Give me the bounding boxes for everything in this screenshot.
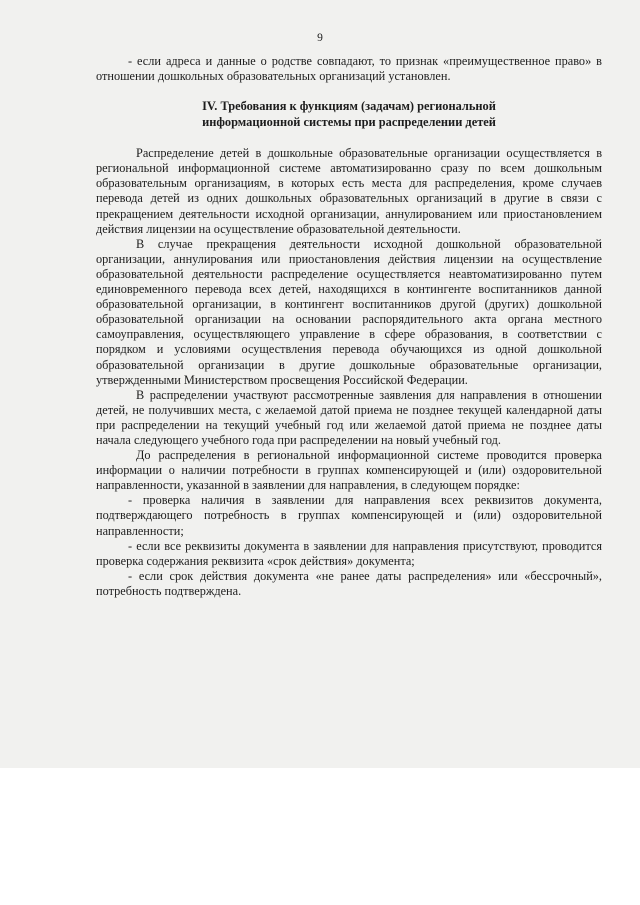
section-heading [96, 99, 602, 130]
dash-item-requisites: - проверка наличия в заявлении для направления всех реквизитов документа, подтверждающего потребность в группах компенсирующей и (или) оздоровительной направленности; [96, 493, 602, 538]
page-number: 9 [317, 32, 323, 44]
dash-item-confirmed: - если срок действия документа «не ранее даты распределения» или «бессрочный», потребность подтверждена. [96, 568, 602, 598]
section-heading-line-1: IV. Требования к функциям (задачам) региональной [202, 99, 496, 114]
intro-dash-item: - если адреса и данные о родстве совпадают, то признак «преимущественное право» в отношении дошкольных образовательных организаций установлен. [96, 54, 602, 84]
paragraph-participants: В распределении участвуют рассмотренные заявления для направления в отношении детей, не получивших места, с желаемой датой приема не позднее текущей календарной даты при распределении на текущий учебный год или желаемой датой приема не позднее даты начала следующего учебного года при распределении на новый учебный год. [96, 387, 602, 447]
dash-item-validity-check: - если все реквизиты документа в заявлении для направления присутствуют, проводится проверка содержания реквизита «срок действия» документа; [96, 538, 602, 568]
document-body [96, 54, 602, 599]
paragraph-termination: В случае прекращения деятельности исходной дошкольной образовательной организации, аннулирования или приостановления действия лицензии на осуществление образовательной деятельности распределение осуществляется неавтоматизированно путем единовременного перевода всех детей, находящихся в контингенте воспитанников данной образовательной организации, в контингент воспитанников другой (других) дошкольной образовательной организации на основании распорядительного акта органа местного самоуправления, осуществляющего управление в сфере образования, в соответствии с порядком и условиями осуществления перевода обучающихся из одной дошкольной образовательной организации в другие дошкольные образовательные организации, утвержденными Министерством просвещения Российской Федерации. [96, 236, 602, 387]
paragraph-verification: До распределения в региональной информационной системе проводится проверка информации о наличии потребности в группах компенсирующей и (или) оздоровительной направленности, указанной в заявлении для направления, в следующем порядке: [96, 448, 602, 493]
paragraph-distribution: Распределение детей в дошкольные образовательные организации осуществляется в региональной информационной системе автоматизированно сразу по всем дошкольным образовательным организациям, в которых есть места для распределения, кроме случаев перевода детей из одних дошкольных образовательных организаций в другие в связи с прекращением деятельности исходной организации, аннулированием или приостановлением действия лицензии на осуществление образовательной деятельности. [96, 146, 602, 236]
section-heading-line-2: информационной системы при распределении детей [202, 114, 496, 129]
